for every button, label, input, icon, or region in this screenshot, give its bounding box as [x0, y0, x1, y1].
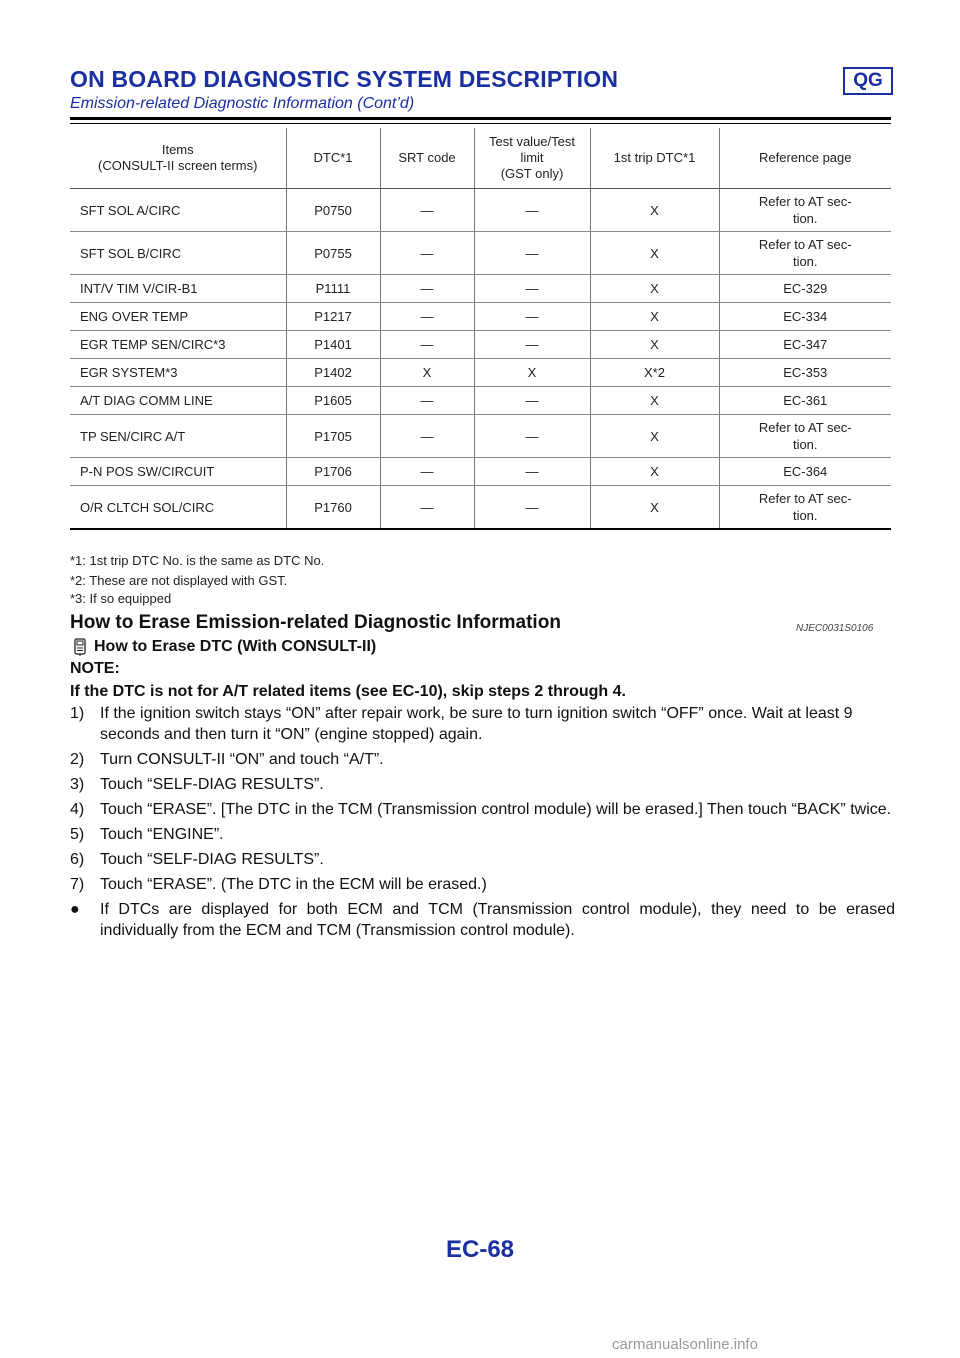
cell-ref: EC-347 — [719, 331, 891, 359]
cell-item: SFT SOL A/CIRC — [70, 189, 286, 232]
col-header-items: Items (CONSULT-II screen terms) — [70, 128, 286, 189]
cell-dtc: P1402 — [286, 359, 380, 387]
table-header-row — [70, 128, 891, 189]
cell-dtc: P0755 — [286, 232, 380, 275]
page-header-title: ON BOARD DIAGNOSTIC SYSTEM DESCRIPTION — [70, 66, 619, 92]
note-label: NOTE: — [70, 660, 120, 677]
cell-dtc: P1217 — [286, 303, 380, 331]
cell-srt: — — [380, 303, 474, 331]
cell-dtc: P1706 — [286, 458, 380, 486]
step-item: 5) Touch “ENGINE”. — [70, 826, 224, 843]
page-header-subtitle: Emission-related Diagnostic Information (Cont’d) — [70, 95, 415, 112]
cell-trip: X — [590, 331, 719, 359]
cell-trip: X*2 — [590, 359, 719, 387]
col-header-dtc: DTC*1 — [286, 128, 380, 189]
cell-item: TP SEN/CIRC A/T — [70, 415, 286, 458]
cell-ref: Refer to AT sec- tion. — [719, 486, 891, 530]
cell-test: — — [474, 232, 590, 275]
cell-srt: — — [380, 275, 474, 303]
col-header-reference: Reference page — [719, 128, 891, 189]
cell-item: P-N POS SW/CIRCUIT — [70, 458, 286, 486]
header-rule — [70, 117, 891, 120]
cell-test: — — [474, 387, 590, 415]
step-item: 3) Touch “SELF-DIAG RESULTS”. — [70, 776, 324, 793]
cell-srt: — — [380, 232, 474, 275]
cell-item: EGR SYSTEM*3 — [70, 359, 286, 387]
subsection-title: How to Erase DTC (With CONSULT-II) — [94, 638, 377, 655]
cell-srt: — — [380, 189, 474, 232]
col-header-first-trip: 1st trip DTC*1 — [590, 128, 719, 189]
cell-test: — — [474, 458, 590, 486]
section-code: NJEC0031S0106 — [796, 623, 874, 634]
cell-trip: X — [590, 415, 719, 458]
cell-test: — — [474, 486, 590, 530]
table-row — [70, 331, 891, 359]
cell-ref: EC-353 — [719, 359, 891, 387]
cell-dtc: P1401 — [286, 331, 380, 359]
cell-srt: — — [380, 387, 474, 415]
section-title: How to Erase Emission-related Diagnostic Information — [70, 612, 561, 633]
footnote-2: *2: These are not displayed with GST. — [70, 573, 288, 588]
footnote-3: *3: If so equipped — [70, 591, 172, 606]
cell-dtc: P1760 — [286, 486, 380, 530]
step-item: 1) If the ignition switch stays “ON” after repair work, be sure to turn ignition switch “OFF” once. Wait at least 9 seconds and then turn it “ON” (engine stopped) again. — [70, 705, 853, 743]
table-row — [70, 232, 891, 275]
page-number: EC-68 — [445, 1236, 515, 1263]
table-row — [70, 189, 891, 232]
dtc-table — [70, 128, 891, 530]
cell-srt: — — [380, 415, 474, 458]
table-row — [70, 387, 891, 415]
cell-trip: X — [590, 387, 719, 415]
table-row — [70, 458, 891, 486]
cell-test: — — [474, 275, 590, 303]
cell-srt: — — [380, 458, 474, 486]
cell-ref: Refer to AT sec- tion. — [719, 189, 891, 232]
header-rule-thin — [70, 123, 891, 124]
cell-srt: — — [380, 486, 474, 530]
subsection-heading — [70, 637, 376, 657]
cell-ref: Refer to AT sec- tion. — [719, 232, 891, 275]
cell-srt: — — [380, 331, 474, 359]
cell-item: INT/V TIM V/CIR-B1 — [70, 275, 286, 303]
cell-trip: X — [590, 275, 719, 303]
consult-tester-icon — [70, 637, 90, 657]
cell-ref: EC-329 — [719, 275, 891, 303]
footnote-1: *1: 1st trip DTC No. is the same as DTC No. — [70, 553, 325, 568]
cell-ref: EC-361 — [719, 387, 891, 415]
cell-trip: X — [590, 458, 719, 486]
section-badge: QG — [843, 67, 893, 95]
cell-srt: X — [380, 359, 474, 387]
bullet-item: ● If DTCs are displayed for both ECM and TCM (Transmission control module), they need to be erased individually from the ECM and TCM (Transmission control module). — [70, 901, 895, 939]
cell-trip: X — [590, 303, 719, 331]
cell-dtc: P1605 — [286, 387, 380, 415]
note-text: If the DTC is not for A/T related items (see EC-10), skip steps 2 through 4. — [70, 683, 626, 700]
cell-test: X — [474, 359, 590, 387]
col-header-srt: SRT code — [380, 128, 474, 189]
cell-item: EGR TEMP SEN/CIRC*3 — [70, 331, 286, 359]
col-header-test: Test value/Test limit (GST only) — [474, 128, 590, 189]
step-item: 2) Turn CONSULT-II “ON” and touch “A/T”. — [70, 751, 384, 768]
cell-ref: Refer to AT sec- tion. — [719, 415, 891, 458]
cell-trip: X — [590, 232, 719, 275]
cell-item: ENG OVER TEMP — [70, 303, 286, 331]
table-row — [70, 486, 891, 530]
table-row — [70, 275, 891, 303]
cell-dtc: P1705 — [286, 415, 380, 458]
cell-test: — — [474, 415, 590, 458]
cell-item: SFT SOL B/CIRC — [70, 232, 286, 275]
watermark: carmanualsonline.info — [612, 1336, 758, 1353]
table-row — [70, 359, 891, 387]
table-row — [70, 303, 891, 331]
cell-ref: EC-364 — [719, 458, 891, 486]
table-row — [70, 415, 891, 458]
erase-steps — [70, 703, 895, 945]
cell-item: O/R CLTCH SOL/CIRC — [70, 486, 286, 530]
cell-dtc: P0750 — [286, 189, 380, 232]
cell-dtc: P1111 — [286, 275, 380, 303]
cell-item: A/T DIAG COMM LINE — [70, 387, 286, 415]
cell-trip: X — [590, 189, 719, 232]
step-item: 7) Touch “ERASE”. (The DTC in the ECM will be erased.) — [70, 876, 487, 893]
step-item: 4) Touch “ERASE”. [The DTC in the TCM (Transmission control module) will be erased.] Then touch “BACK” twice. — [70, 801, 892, 818]
step-item: 6) Touch “SELF-DIAG RESULTS”. — [70, 851, 324, 868]
cell-test: — — [474, 303, 590, 331]
cell-trip: X — [590, 486, 719, 530]
cell-ref: EC-334 — [719, 303, 891, 331]
cell-test: — — [474, 189, 590, 232]
cell-test: — — [474, 331, 590, 359]
